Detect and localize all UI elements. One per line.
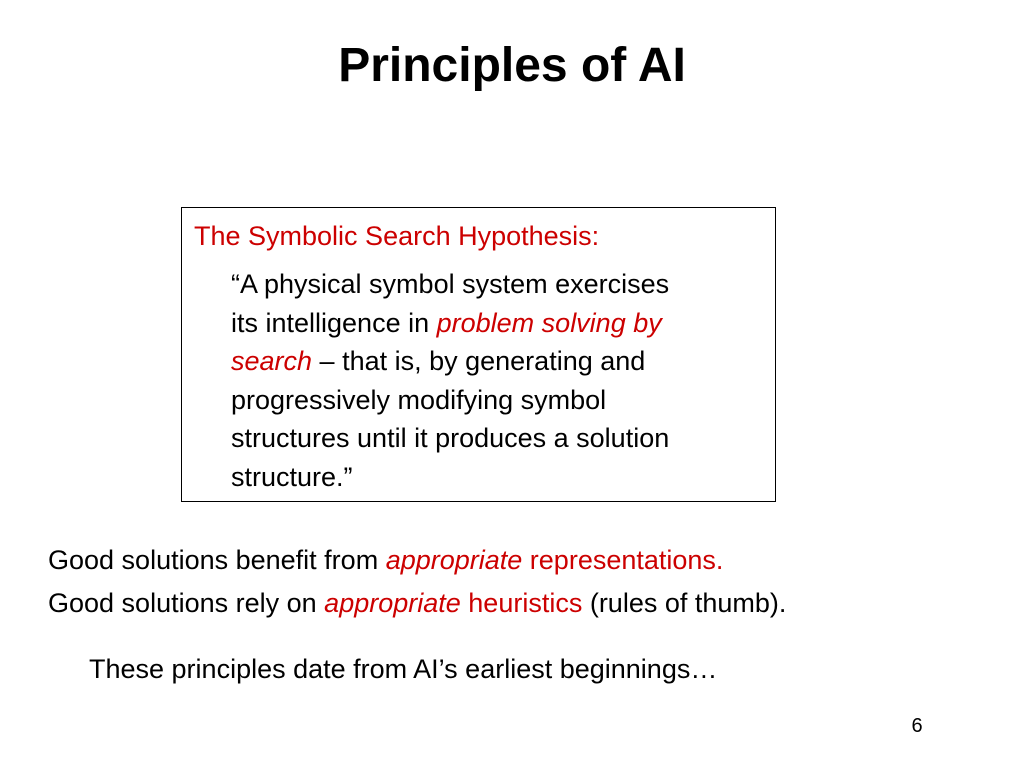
- statement-text: Good solutions rely on: [48, 588, 325, 618]
- slide-title: Principles of AI: [338, 39, 686, 92]
- quote-line: progressively modifying symbol: [231, 384, 607, 415]
- slide-number: 6: [911, 715, 923, 737]
- statement-highlight: representations.: [522, 545, 724, 575]
- quote-emphasis: search: [231, 346, 313, 376]
- quote-line: [231, 304, 771, 343]
- statement-representations: [48, 541, 723, 579]
- quote-line: “A physical symbol system exercises: [231, 269, 670, 299]
- statement-highlight: heuristics: [460, 588, 583, 618]
- quote-line: [231, 342, 771, 381]
- hypothesis-heading: The Symbolic Search Hypothesis:: [194, 221, 600, 251]
- hypothesis-box: [181, 207, 776, 502]
- statement-emphasis: appropriate: [385, 545, 523, 575]
- statement-text: (rules of thumb).: [582, 588, 787, 618]
- hypothesis-quote: [231, 265, 771, 496]
- statement-emphasis: appropriate: [324, 588, 461, 618]
- closing-statement: These principles date from AI’s earliest beginnings…: [89, 654, 718, 684]
- quote-line: structure.”: [231, 461, 353, 492]
- statement-heuristics: [48, 584, 786, 622]
- quote-text: – that is, by generating and: [312, 346, 646, 376]
- quote-text: its intelligence in: [231, 307, 437, 338]
- quote-emphasis: problem solving by: [436, 307, 662, 338]
- quote-line: structures until it produces a solution: [231, 423, 670, 453]
- statement-text: Good solutions benefit from: [48, 545, 386, 575]
